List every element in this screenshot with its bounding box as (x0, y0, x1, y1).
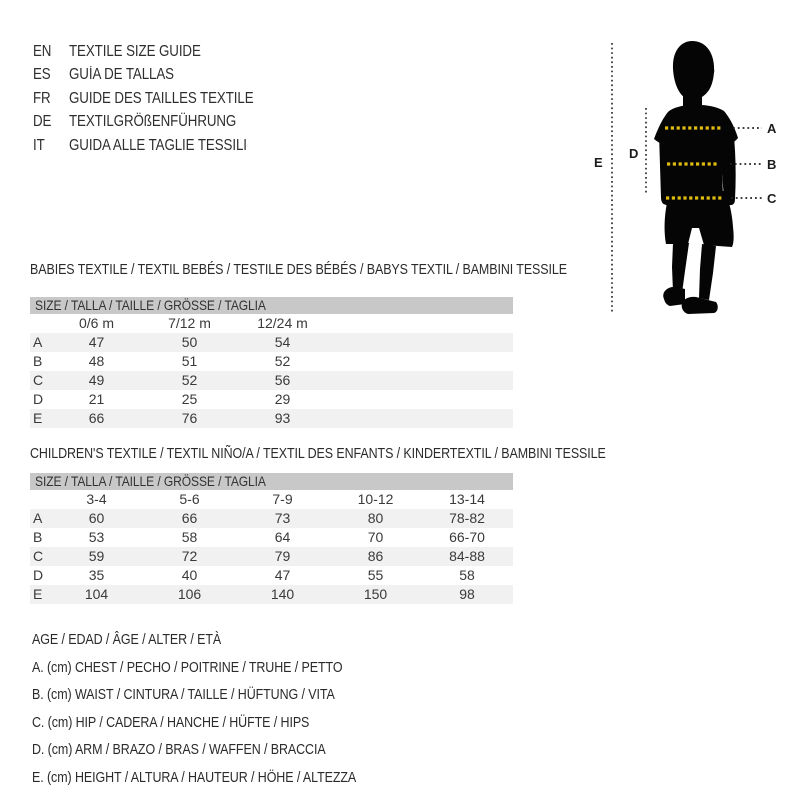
size-value: 48 (88, 353, 105, 369)
table-row (30, 352, 513, 371)
table-row (30, 509, 513, 528)
guide-title: GUÍA DE TALLAS (69, 66, 174, 84)
row-label: E (33, 410, 43, 426)
column-header: 12/24 m (257, 315, 308, 331)
column-header: 10-12 (357, 491, 394, 507)
label-a: A (767, 121, 777, 136)
language-row (33, 87, 284, 110)
size-value: 80 (367, 510, 384, 526)
size-value: 79 (274, 548, 291, 564)
guide-title: GUIDE DES TAILLES TEXTILE (69, 89, 254, 107)
language-title-list (33, 40, 284, 157)
row-label: A (33, 510, 43, 526)
size-value: 66-70 (449, 529, 485, 545)
size-value: 55 (367, 567, 384, 583)
row-label: C (33, 548, 44, 564)
language-code: ES (33, 66, 51, 84)
size-value: 50 (181, 334, 198, 350)
table-row (30, 390, 513, 409)
guide-title: GUIDA ALLE TAGLIE TESSILI (69, 136, 247, 154)
size-value: 51 (181, 353, 198, 369)
babies-section-title: BABIES TEXTILE / TEXTIL BEBÉS / TESTILE DES BÉBÉS / BABYS TEXTIL / BAMBINI TESSILE (30, 262, 567, 278)
column-header: 7/12 m (168, 315, 211, 331)
row-label: B (33, 529, 43, 545)
table-row (30, 528, 513, 547)
size-value: 21 (88, 391, 105, 407)
size-value: 25 (181, 391, 198, 407)
language-row (33, 110, 284, 133)
label-b: B (767, 157, 777, 172)
size-value: 84-88 (449, 548, 485, 564)
language-code: FR (33, 89, 51, 107)
column-header: 0/6 m (78, 315, 114, 331)
measurement-figure (585, 15, 800, 320)
size-value: 56 (274, 372, 291, 388)
babies-size-header-bar: SIZE / TALLA / TAILLE / GRÖSSE / TAGLIA (30, 297, 513, 314)
size-value: 150 (363, 586, 388, 602)
language-row (33, 40, 284, 63)
column-header: 13-14 (449, 491, 485, 507)
label-d: D (629, 146, 639, 161)
column-header: 7-9 (272, 491, 293, 507)
language-row (33, 134, 284, 157)
size-value: 59 (88, 548, 105, 564)
size-value: 140 (270, 586, 295, 602)
size-value: 58 (459, 567, 475, 583)
legend-item: D. (cm) ARM / BRAZO / BRAS / WAFFEN / BRACCIA (32, 742, 326, 759)
table-row (30, 585, 513, 604)
legend-item: B. (cm) WAIST / CINTURA / TAILLE / HÜFTUNG / VITA (32, 687, 335, 704)
measurement-legend (32, 627, 409, 793)
row-label: D (33, 391, 44, 407)
legend-item: A. (cm) CHEST / PECHO / POITRINE / TRUHE / PETTO (32, 659, 343, 676)
column-header: 5-6 (179, 491, 200, 507)
language-code: IT (33, 136, 45, 154)
table-row (30, 371, 513, 390)
column-header: 3-4 (86, 491, 107, 507)
label-e: E (594, 155, 603, 170)
row-label: D (33, 567, 44, 583)
table-row (30, 566, 513, 585)
children-size-header-bar: SIZE / TALLA / TAILLE / GRÖSSE / TAGLIA (30, 473, 513, 490)
size-value: 64 (274, 529, 291, 545)
babies-column-header-row (30, 314, 513, 333)
legend-item: C. (cm) HIP / CADERA / HANCHE / HÜFTE / HIPS (32, 714, 310, 731)
legend-age-line: AGE / EDAD / ÂGE / ALTER / ETÀ (32, 632, 222, 648)
guide-title: TEXTILE SIZE GUIDE (69, 43, 201, 60)
row-label: E (33, 586, 43, 602)
size-value: 29 (274, 391, 291, 407)
size-value: 93 (274, 410, 291, 426)
size-value: 73 (274, 510, 291, 526)
language-code: EN (33, 43, 52, 60)
size-value: 66 (88, 410, 105, 426)
size-value: 78-82 (449, 510, 485, 526)
children-textile-section (30, 446, 606, 604)
language-row (33, 63, 284, 86)
table-row (30, 333, 513, 352)
guide-title: TEXTILGRÖßENFÜHRUNG (69, 113, 237, 131)
size-value: 40 (181, 567, 198, 583)
size-value: 60 (88, 510, 105, 526)
size-value: 66 (181, 510, 198, 526)
size-value: 54 (274, 334, 291, 350)
label-c: C (767, 191, 777, 206)
child-silhouette-diagram (585, 15, 800, 320)
size-value: 52 (181, 372, 198, 388)
babies-textile-section (30, 262, 567, 428)
legend-item: E. (cm) HEIGHT / ALTURA / HAUTEUR / HÖHE / ALTEZZA (32, 769, 357, 786)
size-value: 47 (274, 567, 291, 583)
size-value: 47 (88, 334, 105, 350)
size-value: 35 (88, 567, 105, 583)
size-value: 76 (181, 410, 198, 426)
table-row (30, 547, 513, 566)
size-value: 86 (367, 548, 384, 564)
child-silhouette-graphic (654, 41, 738, 314)
size-value: 106 (177, 586, 202, 602)
size-value: 98 (459, 586, 475, 602)
row-label: A (33, 334, 43, 350)
language-code: DE (33, 113, 52, 131)
children-section-title: CHILDREN'S TEXTILE / TEXTIL NIÑO/A / TEXTIL DES ENFANTS / KINDERTEXTIL / BAMBINI TESSILE (30, 446, 606, 462)
size-value: 58 (181, 529, 198, 545)
size-value: 72 (181, 548, 198, 564)
size-value: 70 (367, 529, 384, 545)
size-value: 53 (88, 529, 105, 545)
row-label: B (33, 353, 43, 369)
row-label: C (33, 372, 44, 388)
size-value: 49 (88, 372, 105, 388)
size-value: 104 (84, 586, 109, 602)
children-column-header-row (30, 490, 513, 509)
table-row (30, 409, 513, 428)
size-value: 52 (274, 353, 291, 369)
